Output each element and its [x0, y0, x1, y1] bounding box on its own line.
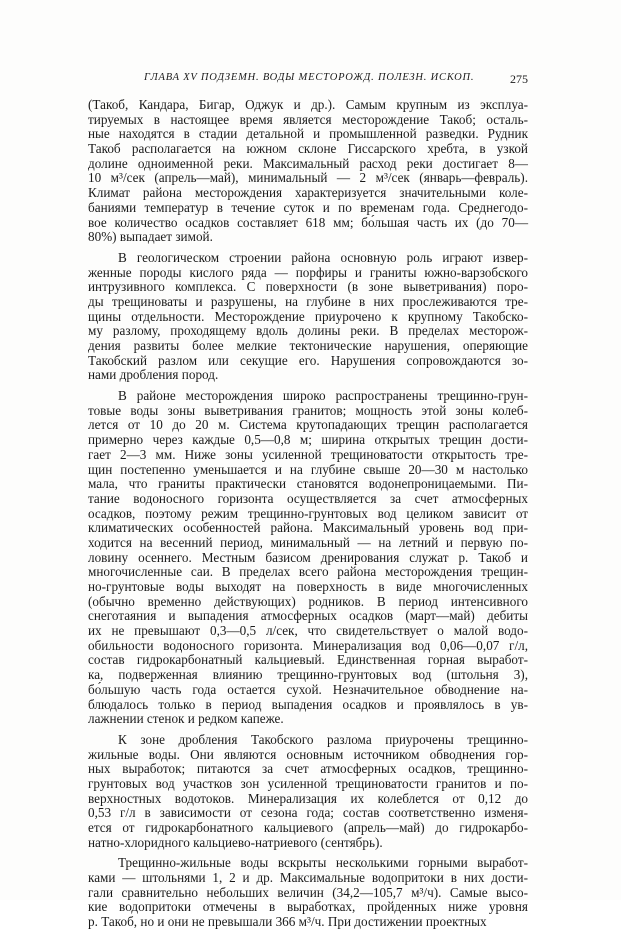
text-line: щин постепенно уменьшается и на глубине свыше 20—30 м настолько: [88, 461, 528, 477]
text-line: тание водоносного горизонта осуществляется за счет атмосферных: [88, 490, 528, 506]
paragraph: [88, 251, 528, 383]
text-line: р. Такоб, но и они не превышали 366 м³/ч. При достижении проектных: [88, 914, 487, 930]
text-line: нами дробления пород.: [88, 367, 219, 383]
text-line: гает 2—3 мм. Ниже зоны усиленной трещиноватости открытость тре-: [88, 446, 528, 462]
text-line: верхностных водотоков. Минерализация их колеблется от 0,12 до: [88, 790, 528, 806]
page-number: 275: [510, 72, 528, 86]
text-line: снеготаяния и выпадения атмосферных осадков (март—май) дебиты: [88, 608, 528, 624]
text-line: гали сравнительно небольших величин (34,2—105,7 м³/ч). Самые высо-: [88, 884, 528, 900]
text-line: 0,53 г/л в зависимости от сезона года; состав соответственно изменя-: [88, 805, 528, 821]
text-line: 80%) выпадает зимой.: [88, 229, 213, 245]
text-line: ется от гидрокарбонатного кальциевого (апрель—май) до гидрокарбо-: [88, 820, 528, 835]
text-line: натно-хлоридного кальциево-натриевого (сентябрь).: [88, 834, 383, 850]
text-line: мала, что граниты практически становятся водонепроницаемыми. Пи-: [88, 476, 528, 492]
text-line: ка, подверженная влиянию трещинно-грунтовых вод (штольня 3),: [88, 667, 528, 683]
text-line: грунтовых вод участков зон усиленной трещиноватости гранитов и по-: [88, 775, 528, 791]
text-line: ных выработок; питаются за счет атмосферных осадков, трещинно-: [88, 761, 528, 777]
text-line: Такобский разлом или секущие его. Нарушения сопровождаются зо-: [88, 352, 528, 368]
text-line: ды трещиноваты и разрушены, на глубине в них прослеживаются тре-: [88, 293, 528, 309]
text-line: вое количество осадков составляет 618 мм; бо́льшая часть их (до 70—: [88, 214, 528, 230]
text-line: товые воды зоны выветривания гранитов; мощность этой зоны колеб-: [88, 402, 528, 418]
text-line: В районе месторождения широко распространены трещинно-грун-: [118, 388, 528, 404]
running-title: ГЛАВА XV ПОДЗЕМН. ВОДЫ МЕСТОРОЖД. ПОЛЕЗН. ИСКОП.: [144, 72, 475, 83]
paragraph: [88, 733, 528, 851]
text-line: В геологическом строении района основную роль играют извер-: [118, 249, 528, 265]
text-line: ловину осеннего. Местным базисом дренирования служат р. Такоб и: [88, 549, 528, 565]
text-line: 10 м³/сек (апрель—май), минимальный — 2 м³/сек (январь—февраль).: [88, 170, 528, 186]
text-line: жильные воды. Они являются основным источником обводнения гор-: [88, 746, 528, 762]
text-line: многочисленные саи. В пределах всего района месторождения трещин-: [88, 564, 528, 580]
text-line: Трещинно-жильные воды вскрыты несколькими горными выработ-: [118, 855, 528, 871]
text-line: бо́льшую часть года остается сухой. Незначительное обводнение на-: [88, 681, 528, 697]
text-line: ные находятся в стадии детальной и промышленной разведки. Рудник: [88, 126, 528, 142]
text-line: женные породы кислого ряда — порфиры и граниты южно-варзобского: [88, 264, 528, 280]
text-line: лется от 10 до 20 м. Система крутопадающих трещин располагается: [88, 417, 528, 433]
text-line: Такоб располагается на южном склоне Гиссарского хребта, в узкой: [88, 141, 528, 157]
text-line: обильности водоносного горизонта. Минерализация вод 0,06—0,07 г/л,: [88, 637, 528, 653]
text-line: лажнении стенок и редком капеже.: [88, 711, 284, 727]
text-line: долине одноименной реки. Максимальный расход реки достигает 8—: [88, 155, 528, 171]
text-line: их не превышают 0,3—0,5 л/сек, что свидетельствует о малой водо-: [88, 623, 528, 639]
text-line: (Такоб, Кандара, Бигар, Оджук и др.). Самым крупным из эксплуа-: [88, 97, 528, 112]
paragraph: [88, 389, 528, 727]
text-line: климатических особенностей района. Максимальный уровень вод при-: [88, 520, 528, 536]
text-line: щины отдельности. Месторождение приурочено к крупному Такобско-: [88, 308, 528, 324]
text-line: дения развиты более мелкие тектонические нарушения, оперяющие: [88, 338, 528, 353]
text-line: баниями температур в течение суток и по временам года. Среднегодо-: [88, 199, 528, 215]
text-line: К зоне дробления Такобского разлома приурочены трещинно-: [118, 731, 528, 747]
text-line: примерно через каждые 0,5—0,8 м; ширина открытых трещин дости-: [88, 432, 528, 448]
text-line: ками — штольнями 1, 2 и др. Максимальные водопритоки в них дости-: [88, 870, 528, 886]
text-line: состав гидрокарбонатный кальциевый. Единственная горная выработ-: [88, 652, 528, 668]
running-header: [88, 72, 528, 88]
text-line: ходится на весенний период, минимальный — на летний и первую по-: [88, 534, 528, 550]
text-line: (обычно временно действующих) родников. В период интенсивного: [88, 593, 528, 609]
text-line: но-грунтовые воды выходят на поверхность в виде многочисленных: [88, 579, 528, 594]
text-line: Климат района месторождения характеризуется значительными коле-: [88, 185, 528, 201]
text-line: тируемых в настоящее время является месторождение Такоб; осталь-: [88, 111, 528, 127]
text-line: осадков, поэтому режим трещинно-грунтовых вод целиком зависит от: [88, 505, 528, 521]
text-line: кие водопритоки отмечены в выработках, пройденных ниже уровня: [88, 899, 528, 915]
text-line: интрузивного комплекса. С поверхности (в зоне выветривания) поро-: [88, 279, 528, 295]
paragraph: [88, 98, 528, 245]
text-line: блюдалось только в период выпадения осадков и проявлялось в ув-: [88, 696, 528, 712]
body-text: [88, 98, 528, 930]
paragraph: [88, 856, 528, 929]
text-line: му разлому, проходящему вдоль долины реки. В пределах месторож-: [88, 323, 528, 339]
